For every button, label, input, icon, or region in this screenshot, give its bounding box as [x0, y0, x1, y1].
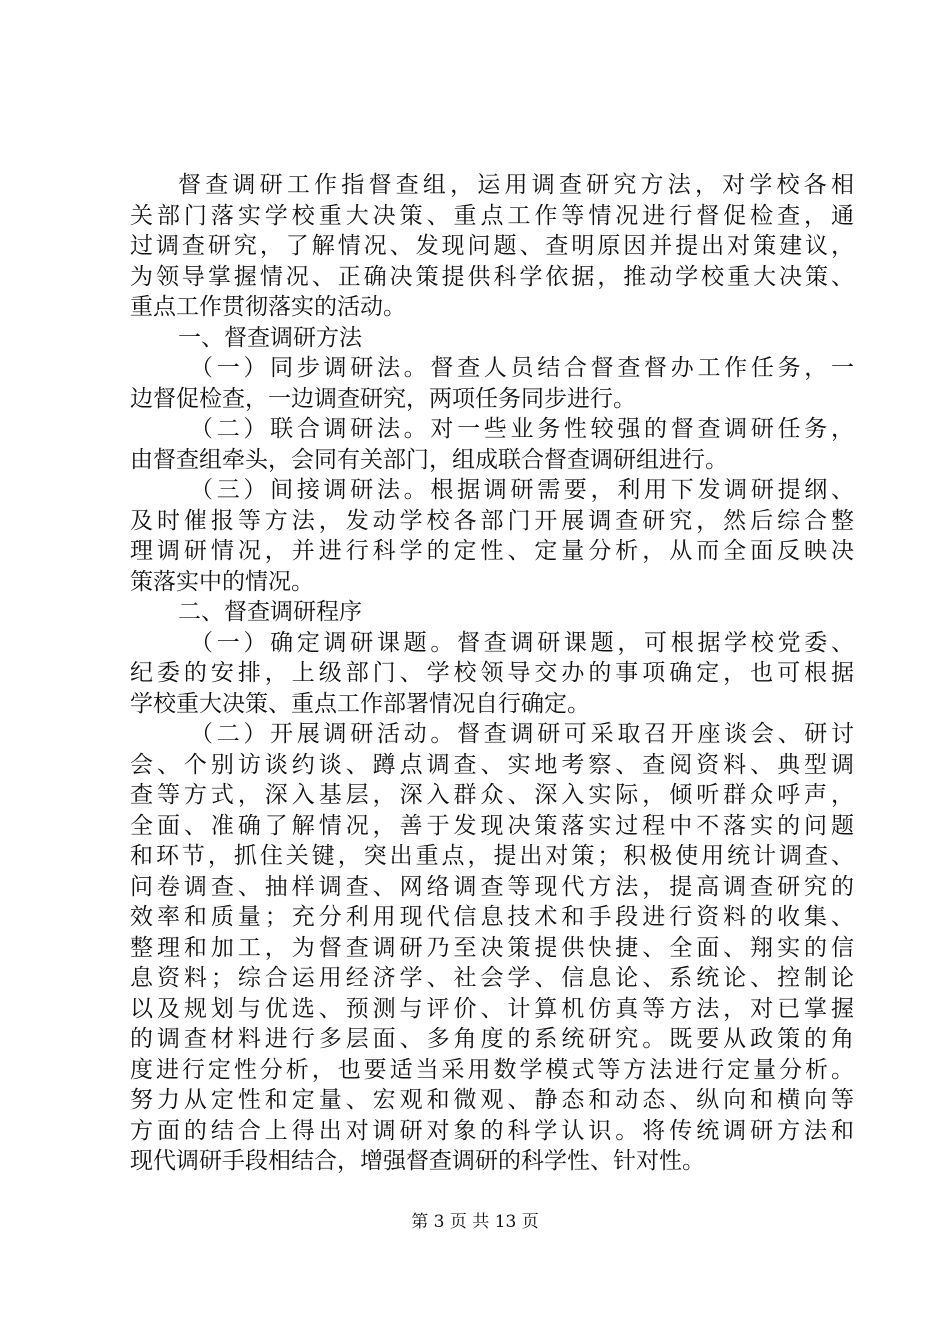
text-line: 关部门落实学校重大决策、重点工作等情况进行督促检查，通 [130, 202, 854, 229]
text-line: 整理和加工，为督查调研乃至决策提供快捷、全面、翔实的信 [130, 934, 854, 961]
text-line: （三）间接调研法。根据调研需要，利用下发调研提纲、 [190, 477, 854, 503]
text-line: 边督促检查，一边调查研究，两项任务同步进行。 [130, 385, 636, 412]
text-line: 方面的结合上得出对调研对象的科学认识。将传统调研方法和 [130, 1117, 854, 1144]
text-line: 现代调研手段相结合，增强督查调研的科学性、针对性。 [130, 1148, 705, 1174]
text-line: （一）确定调研课题。督查调研课题，可根据学校党委、 [190, 629, 854, 656]
document-body [130, 170, 854, 1177]
text-line: 督查调研工作指督查组，运用调查研究方法，对学校各相 [178, 172, 854, 198]
text-line: 度进行定性分析，也要适当采用数学模式等方法进行定量分析。 [130, 1056, 854, 1083]
text-line: （二）开展调研活动。督查调研可采取召开座谈会、研讨 [190, 721, 854, 747]
text-line: 努力从定性和定量、宏观和微观、静态和动态、纵向和横向等 [130, 1087, 854, 1113]
page-footer: 第 3 页 共 13 页 [411, 1212, 539, 1232]
text-line: 以及规划与优选、预测与评价、计算机仿真等方法，对已掌握 [130, 995, 854, 1022]
text-line: 策落实中的情况。 [130, 568, 314, 595]
text-line: 查等方式，深入基层，深入群众、深入实际，倾听群众呼声， [130, 782, 854, 808]
text-line: 及时催报等方法，发动学校各部门开展调查研究，然后综合整 [130, 507, 854, 534]
text-line: 由督查组牵头，会同有关部门，组成联合督查调研组进行。 [130, 446, 728, 473]
text-line: 全面、准确了解情况，善于发现决策落实过程中不落实的问题 [130, 812, 854, 839]
text-line: （一）同步调研法。督查人员结合督查督办工作任务，一 [190, 355, 854, 381]
text-line: 理调研情况，并进行科学的定性、定量分析，从而全面反映决 [130, 538, 854, 564]
text-line: 为领导掌握情况、正确决策提供科学依据，推动学校重大决策、 [130, 263, 854, 290]
text-line: 和环节，抓住关键，突出重点，提出对策；积极使用统计调查、 [130, 843, 854, 869]
text-line: （二）联合调研法。对一些业务性较强的督查调研任务， [190, 416, 854, 442]
text-line: 学校重大决策、重点工作部署情况自行确定。 [130, 690, 590, 717]
text-line: 效率和质量；充分利用现代信息技术和手段进行资料的收集、 [130, 904, 854, 930]
text-line: 问卷调查、抽样调查、网络调查等现代方法，提高调查研究的 [130, 873, 854, 900]
text-line: 过调查研究，了解情况、发现问题、查明原因并提出对策建议， [130, 233, 854, 259]
text-line: 一、督查调研方法 [178, 324, 362, 351]
text-line: 息资料；综合运用经济学、社会学、信息论、系统论、控制论 [130, 965, 854, 991]
text-line: 的调查材料进行多层面、多角度的系统研究。既要从政策的角 [130, 1026, 854, 1052]
text-line: 重点工作贯彻落实的活动。 [130, 294, 406, 320]
text-line: 纪委的安排，上级部门、学校领导交办的事项确定，也可根据 [130, 660, 854, 686]
text-line: 二、督查调研程序 [178, 599, 362, 625]
text-line: 会、个别访谈约谈、蹲点调查、实地考察、查阅资料、典型调 [130, 751, 854, 778]
